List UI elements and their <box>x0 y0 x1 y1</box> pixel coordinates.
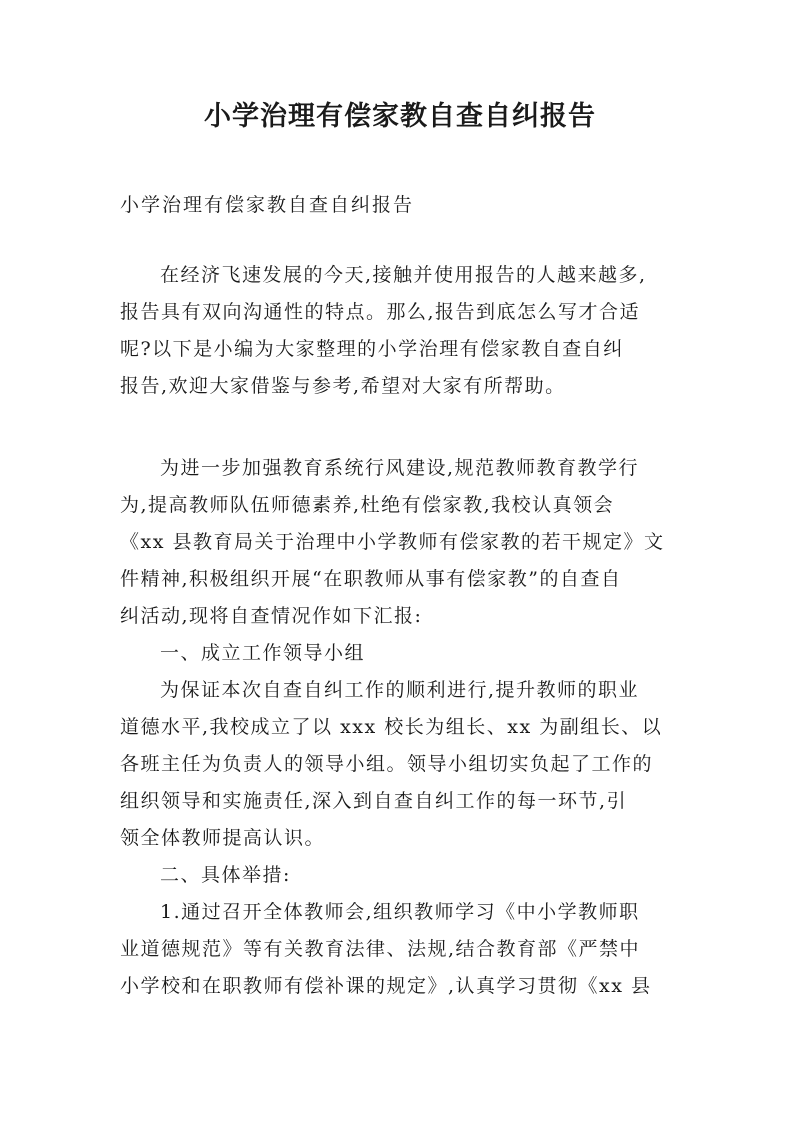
intro-line: 在经济飞速发展的今天,接触并使用报告的人越来越多, <box>160 264 647 286</box>
document-title: 小学治理有偿家教自查自纠报告 <box>204 101 596 132</box>
intro-line: 呢?以下是小编为大家整理的小学治理有偿家教自查自纠 <box>120 338 624 360</box>
section-heading: 二、具体举措: <box>160 864 291 886</box>
body-line: 小学校和在职教师有偿补课的规定》,认真学习贯彻《xx 县 <box>120 975 652 997</box>
body-line: 件精神,积极组织开展“在职教师从事有偿家教”的自查自 <box>120 568 622 590</box>
intro-paragraph <box>120 257 680 405</box>
intro-line: 报告具有双向沟通性的特点。那么,报告到底怎么写才合适 <box>120 301 641 323</box>
body-line: 业道德规范》等有关教育法律、法规,结合教育部《严禁中 <box>120 938 641 960</box>
section-heading: 一、成立工作领导小组 <box>160 642 366 664</box>
body-line: 1.通过召开全体教师会,组织教师学习《中小学教师职 <box>160 901 640 923</box>
body-line: 领全体教师提高认识。 <box>120 827 326 849</box>
body-line: 《xx 县教育局关于治理中小学教师有偿家教的若干规定》文 <box>120 531 665 553</box>
body-line: 组织领导和实施责任,深入到自查自纠工作的每一环节,引 <box>120 790 628 812</box>
body-line: 为保证本次自查自纠工作的顺利进行,提升教师的职业 <box>160 679 640 701</box>
body-line: 为进一步加强教育系统行风建设,规范教师教育教学行 <box>160 457 640 479</box>
body-line: 为,提高教师队伍师德素养,杜绝有偿家教,我校认真领会 <box>120 494 615 516</box>
body-line: 纠活动,现将自查情况作如下汇报: <box>120 605 423 627</box>
intro-line: 报告,欢迎大家借鉴与参考,希望对大家有所帮助。 <box>120 375 566 397</box>
report-body <box>120 450 680 1005</box>
body-line: 各班主任为负责人的领导小组。领导小组切实负起了工作的 <box>120 753 654 775</box>
body-line: 道德水平,我校成立了以 xxx 校长为组长、xx 为副组长、以 <box>120 716 663 738</box>
document-subtitle: 小学治理有偿家教自查自纠报告 <box>120 194 415 216</box>
